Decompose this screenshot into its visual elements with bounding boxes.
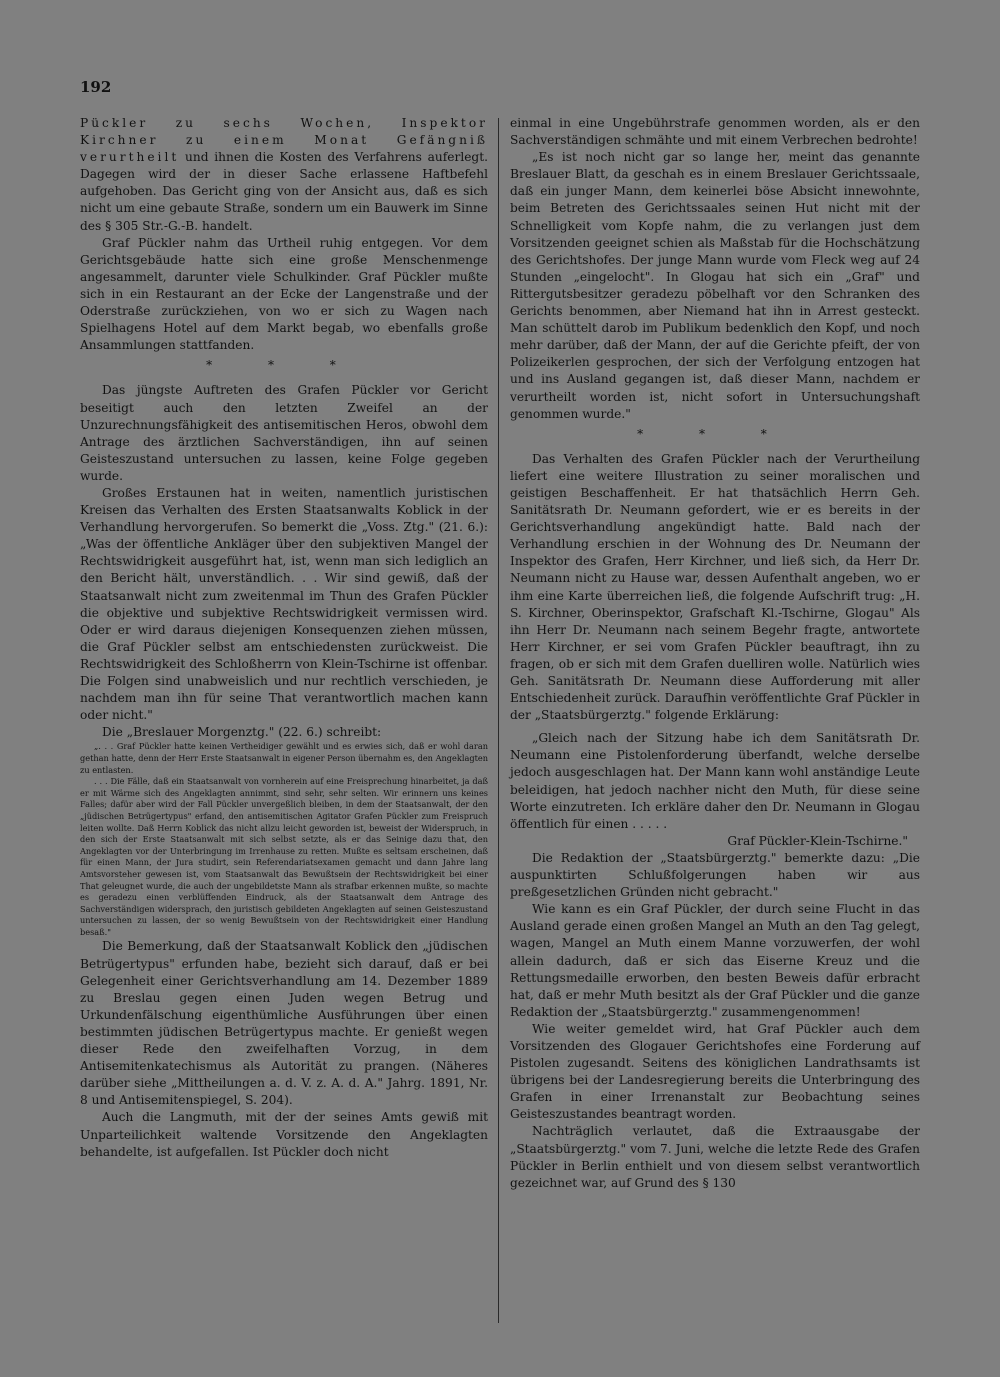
paragraph: „Es ist noch nicht gar so lange her, meint das genannte Breslauer Blatt, da geschah es in einem Breslauer Gerichtssaale, daß ein junger Mann, dem keinerlei böse Absicht innewohnte, beim Betreten des Gerichtssaales seinen Hut nicht mit der Schnelligkeit vom Kopfe nahm, die zu verlangen just dem Vorsitzenden geeignet schien als Maßstab für die Hochschätzung des Gerichtshofes. Der junge Mann wurde vom Fleck weg auf 24 Stunden „eingelocht". In Glogau hat sich ein „Graf" und Rittergutsbesitzer geradezu pöbelhaft vor den Schranken des Gerichts benommen, aber Niemand hat ihn in Arrest gesteckt. Man schüttelt darob im Publikum bedenklich den Kopf, und noch mehr darüber, daß der Mann, der auf die Gerichte pfeift, der von Polizeikerlen gesprochen, der sich der Verfolgung entzogen hat und ins Ausland gegangen ist, daß dieser Mann, nachdem er verurtheilt worden ist, nicht sofort in Untersuchungshaft genommen wurde." (510, 150, 920, 421)
section-separator: * * * (637, 426, 793, 441)
paragraph: Das jüngste Auftreten des Grafen Pückler vor Gericht beseitigt auch den letzten Zweifel an der Unzurechnungsfähigkeit des antisemitischen Heros, obwohl dem Antrage des ärztlichen Sachverständigen, ihn auf seinen Geisteszustand untersuchen zu lassen, keine Folge gegeben wurde. (80, 383, 488, 483)
paragraph: „Gleich nach der Sitzung habe ich dem Sanitätsrath Dr. Neumann eine Pistolenforderung überfandt, welche derselbe jedoch ausgeschlagen hat. Der Mann kann wohl anständige Leute beleidigen, hat jedoch nachher nicht den Muth, für diese seine Worte einzutreten. Ich erkläre daher den Dr. Neumann in Glogau öffentlich für einen . . . . . (510, 731, 920, 831)
paragraph: Großes Erstaunen hat in weiten, namentlich juristischen Kreisen das Verhalten des Ersten Staatsanwalts Koblick in der Verhandlung hervorgerufen. So bemerkt die „Voss. Ztg." (21. 6.): „Was der öffentliche Ankläger über den subjektiven Mangel der Rechtswidrigkeit ausgeführt hat, ist, wenn man sich lediglich an den Bericht hält, unverständlich. . . Wir sind gewiß, daß der Staatsanwalt nicht zum zweitenmal im Thun des Grafen Pückler die objektive und subjektive Rechtswidrigkeit vermissen wird. Oder er wird daraus diejenigen Konsequenzen ziehen müssen, die Graf Pückler selbst am entschiedensten zurückweist. Die Rechtswidrigkeit des Schloßherrn von Klein-Tschirne ist offenbar. Die Folgen sind unabweislich und nur rechtlich verschieden, je nachdem man ihn für seine That verantwortlich machen kann oder nicht." (80, 485, 488, 723)
page-number: 192 (80, 78, 112, 96)
column-divider (498, 118, 499, 1323)
left-column (80, 115, 488, 1161)
right-column (510, 115, 920, 1192)
paragraph: einmal in eine Ungebührstrafe genommen worden, als er den Sachverständigen schmähte und mit einem Verbrechen bedrohte! (510, 116, 920, 148)
quote-paragraph: „. . . Graf Pückler hatte keinen Vertheidiger gewählt und es erwies sich, daß er wohl daran gethan hatte, denn der Herr Erste Staatsanwalt in eigener Person übernahm es, den Angeklagten zu entlasten. (80, 741, 488, 775)
paragraph: Graf Pückler nahm das Urtheil ruhig entgegen. Vor dem Gerichtsgebäude hatte sich eine große Menschenmenge angesammelt, darunter viele Schulkinder. Graf Pückler mußte sich in ein Restaurant an der Ecke der Langenstraße und der Oderstraße zurückziehen, von wo er sich zu Wagen nach Spielhagens Hotel auf dem Markt begab, wo ebenfalls große Ansammlungen stattfanden. (80, 235, 488, 353)
spaced-text: Pückler zu sechs Wochen, Inspektor Kirchner zu einem Monat Gefängniß verurtheilt (80, 116, 488, 165)
paragraph: Das Verhalten des Grafen Pückler nach der Verurtheilung liefert eine weitere Illustration zu seiner moralischen und geistigen Beschaffenheit. Er hat thatsächlich Herrn Geh. Sanitätsrath Dr. Neumann gefordert, wie er es bereits in der Gerichtsverhandlung angekündigt hatte. Bald nach der Verhandlung erschien in der Wohnung des Dr. Neumann der Inspektor des Grafen, Herr Kirchner, und ließ sich, da Herr Dr. Neumann nicht zu Hause war, dessen Aufenthalt angeben, wo er ihm eine Karte überreichen ließ, die folgende Aufschrift trug: „H. S. Kirchner, Oberinspektor, Grafschaft Kl.-Tschirne, Glogau" Als ihn Herr Dr. Neumann nach seinem Begehr fragte, antwortete Herr Kirchner, er sei vom Grafen Pückler beauftragt, ihn zu fragen, ob er sich mit dem Grafen duelliren wolle. Natürlich wies Geh. Sanitätsrath Dr. Neumann diese Aufforderung mit aller Entschiedenheit zurück. Daraufhin veröffentlichte Graf Pückler in der „Staatsbürgerztg." folgende Erklärung: (510, 451, 920, 723)
paragraph-text: und ihnen die Kosten des Verfahrens auferlegt. Dagegen wird der in dieser Sache erlassene Haftbefehl aufgehoben. Das Gericht ging von der Ansicht aus, daß es sich nicht um eine gebaute Straße, sondern um ein Bauwerk im Sinne des § 305 Str.-G.-B. handelt. (80, 150, 488, 233)
quote-paragraph: . . . Die Fälle, daß ein Staatsanwalt von vornherein auf eine Freisprechung hinarbeitet, ja daß er mit Wärme sich des Angeklagten annimmt, sind sehr, sehr selten. Wir erinnern uns keines Falles; dafür aber wird der Fall Pückler unvergeßlich bleiben, in dem der Staatsanwalt, der den „jüdischen Betrügertypus" erfand, den antisemitischen Agitator Grafen Pückler zum Freispruch leiten wollte. Daß Herrn Koblick das nicht allzu leicht geworden ist, beweist der Widerspruch, in den sich der Erste Staatsanwalt mit sich selbst setzte, als er das Seinige dazu that, den Angeklagten vor der Unterbringung im Irrenhause zu retten. Mußte es seltsam erscheinen, daß für einen Mann, der Jura studirt, sein Referendariatsexamen gemacht und dann Jahre lang Amtsvorsteher gewesen ist, vom Staatsanwalt das Bewußtsein der Rechtswidrigkeit bei einer That geleugnet wurde, die auch der ungebildetste Mann als strafbar erkennen mußte, so machte es geradezu einen verblüffenden Eindruck, als der Staatsanwalt dem Antrage des Sachverständigen widersprach, den juristisch gebildeten Angeklagten auf seinen Geisteszustand untersuchen zu lassen, der so wenig Bewußtsein von der Rechtswidrigkeit einer Handlung besaß." (80, 776, 488, 937)
section-separator: * * * (206, 358, 362, 373)
paragraph: Die Redaktion der „Staatsbürgerztg." bemerkte dazu: „Die auspunktirten Schlußfolgerungen haben wir aus preßgesetzlichen Gründen nicht gebracht." (510, 850, 920, 900)
paragraph: Nachträglich verlautet, daß die Extraausgabe der „Staatsbürgerztg." vom 7. Juni, welche die letzte Rede des Grafen Pückler in Berlin enthielt und von diesem selbst verantwortlich gezeichnet war, auf Grund des § 130 (510, 1124, 920, 1190)
paragraph: Wie kann es ein Graf Pückler, der durch seine Flucht in das Ausland gerade einen großen Mangel an Muth an den Tag gelegt, wagen, Mangel an Muth einem Manne vorzuwerfen, der wohl allein dadurch, daß er sich das Eiserne Kreuz und die Rettungsmedaille erworben, den besten Beweis dafür erbracht hat, daß er mehr Muth besitzt als der Graf Pückler und die ganze Redaktion der „Staatsbürgerztg." zusammengenommen! (510, 902, 920, 1019)
paragraph: Wie weiter gemeldet wird, hat Graf Pückler auch dem Vorsitzenden des Glogauer Gerichtshofes eine Forderung auf Pistolen zugesandt. Seitens des königlichen Landrathsamts ist übrigens bei der Landesregierung bereits die Unterbringung des Grafen in einer Irrenanstalt zur Beobachtung seines Geisteszustandes beantragt worden. (510, 1021, 920, 1122)
paragraph: Die Bemerkung, daß der Staatsanwalt Koblick den „jüdischen Betrügertypus" erfunden habe, bezieht sich darauf, daß er bei Gelegenheit einer Gerichtsverhandlung am 14. Dezember 1889 zu Breslau gegen einen Juden wegen Betrug und Urkundenfälschung eigenthümliche Ausführungen über einen bestimmten jüdischen Betrügertypus machte. Er genießt wegen dieser Rede den zweifelhaften Vorzug, in dem Antisemitenkatechismus als Autorität zu prangen. (Näheres darüber siehe „Mittheilungen a. d. V. z. A. d. A." Jahrg. 1891, Nr. 8 und Antisemitenspiegel, S. 204). (80, 939, 488, 1108)
paragraph: Die „Breslauer Morgenztg." (22. 6.) schreibt: (102, 725, 382, 740)
paragraph: Auch die Langmuth, mit der der seines Amts gewiß mit Unparteilichkeit waltende Vorsitzende den Angeklagten behandelte, ist aufgefallen. Ist Pückler doch nicht (80, 1110, 488, 1159)
signature-line: Graf Pückler-Klein-Tschirne." (727, 833, 908, 848)
paragraph (80, 115, 488, 235)
